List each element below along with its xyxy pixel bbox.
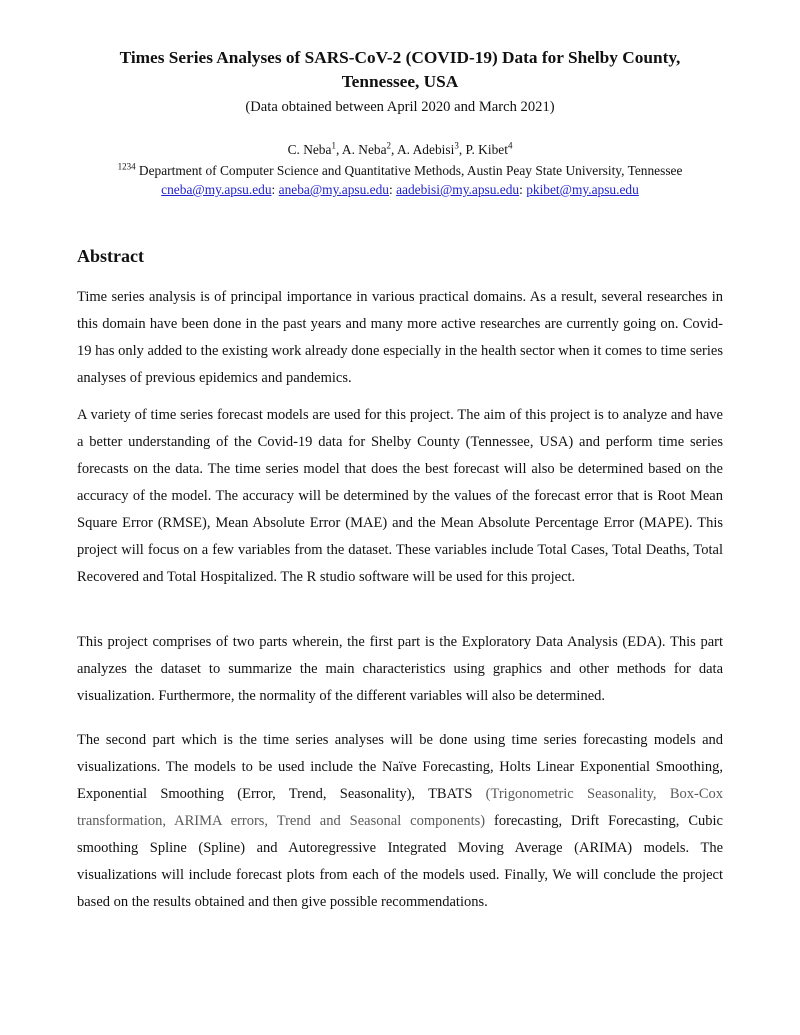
email-link[interactable]: cneba@my.apsu.edu (161, 182, 272, 197)
abstract-paragraph-1: Time series analysis is of principal importance in various practical domains. As a result, several researches in this domain have been done in the past years and many more active researches are currently going on. Covid-19 has only added to the existing work already done especially in the health sector when it comes to time series analyses of previous epidemics and pandemics. (77, 289, 723, 386)
author-name: A. Adebisi (397, 142, 455, 157)
title-line-2: Tennessee, USA (341, 72, 459, 91)
paragraph-4-part-a: The second part which is the time series analyses will be done using time series forecasting models and visualizations. The models to be used include the Naïve Forecasting, Holts Linear Exponential Smoothing, Exponential Smoothing (Error, Trend, Seasonality), TBATS (77, 732, 723, 802)
author-sup: 4 (507, 140, 513, 151)
abstract-heading: Abstract (77, 246, 144, 266)
author-list: C. Neba$^1$, A. Neba$^2$, A. Adebisi$^3$, P. Kibet$^4$ (287, 140, 513, 157)
email-link[interactable]: aadebisi@my.apsu.edu (396, 182, 520, 197)
author-name: A. Neba (341, 142, 387, 157)
affiliation-text: Department of Computer Science and Quantitative Methods, Austin Peay State University, Tennessee (138, 163, 683, 178)
author-sup: 2 (386, 140, 392, 151)
paper-subtitle: (Data obtained between April 2020 and March 2021) (245, 99, 555, 115)
paper-title (60, 46, 740, 94)
author-sup: 1 (331, 140, 336, 151)
author-name: C. Neba (287, 142, 332, 157)
abstract-paragraph-4 (77, 727, 723, 916)
email-link[interactable]: aneba@my.apsu.edu (278, 182, 389, 197)
title-line-1: Times Series Analyses of SARS-CoV-2 (COVID-19) Data for Shelby County, (119, 48, 681, 67)
paragraph-4-part-b: (Trigonometric Seasonality, Box-Cox transformation, ARIMA errors, Trend and Seasonal components) (77, 786, 723, 829)
abstract-paragraph-2: A variety of time series forecast models are used for this project. The aim of this project is to analyze and have a better understanding of the Covid-19 data for Shelby County (Tennessee, USA) and perform time series forecasts on the data. The time series model that does the best forecast will also be determined based on the accuracy of the model. The accuracy will be determined by the values of the forecast error that is Root Mean Square Error (RMSE), Mean Absolute Error (MAE) and the Mean Absolute Percentage Error (MAPE). This project will focus on a few variables from the dataset. These variables include Total Cases, Total Deaths, Total Recovered and Total Hospitalized. The R studio software will be used for this project. (77, 407, 723, 585)
abstract-paragraph-3: This project comprises of two parts wherein, the first part is the Exploratory Data Analysis (EDA). This part analyzes the dataset to summarize the main characteristics using graphics and other methods for data visualization. Furthermore, the normality of the different variables will also be determined. (77, 634, 723, 704)
paragraph-4-part-c: forecasting, Drift Forecasting, Cubic smoothing Spline (Spline) and Autoregressive Integrated Moving Average (ARIMA) models. The visualizations will include forecast plots from each of the models used. Finally, We will conclude the project based on the results obtained and then give possible recommendations. (77, 813, 723, 910)
author-name: P. Kibet (465, 142, 508, 157)
author-sup: 3 (454, 140, 459, 151)
affiliation-sup: 1234 (117, 161, 136, 172)
email-list: cneba@my.apsu.edu: aneba@my.apsu.edu: aadebisi@my.apsu.edu: pkibet@my.apsu.edu (161, 182, 639, 197)
affiliation (60, 162, 740, 180)
email-link[interactable]: pkibet@my.apsu.edu (526, 182, 639, 197)
